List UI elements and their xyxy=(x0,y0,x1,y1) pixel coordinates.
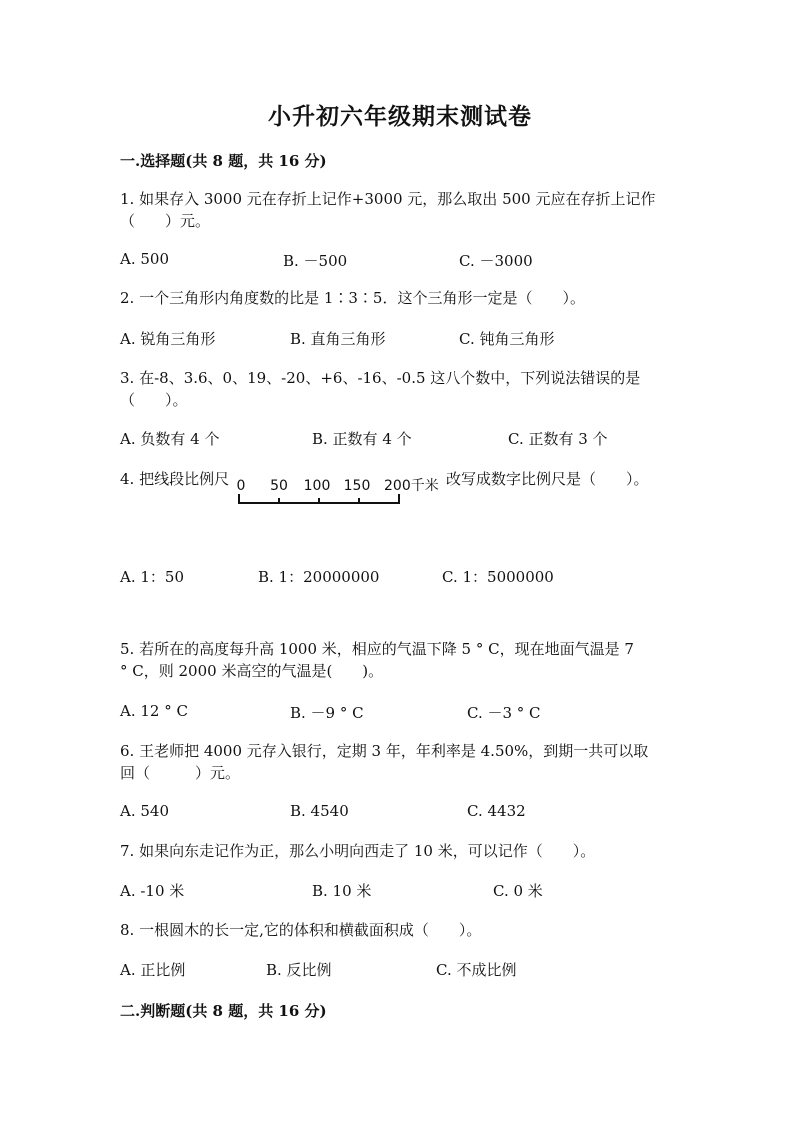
option-b: B. －500 xyxy=(283,252,348,270)
option-b: B. 4540 xyxy=(290,802,349,820)
option-a: A. 540 xyxy=(120,802,169,820)
question-text: 7. 如果向东走记作为正，那么小明向西走了 10 米，可以记作（ ）。 xyxy=(120,842,596,860)
option-a: A. 锐角三角形 xyxy=(120,330,216,348)
question-text: 8. 一根圆木的长一定,它的体积和横截面积成（ ）。 xyxy=(120,921,482,939)
scale-label: 0 xyxy=(236,478,246,494)
question-text: 6. 王老师把 4000 元存入银行，定期 3 年，年利率是 4.50%，到期一共可以取 xyxy=(120,742,649,760)
section-heading-choice: 一.选择题(共 8 题，共 16 分) xyxy=(120,152,327,170)
option-b: B. 正数有 4 个 xyxy=(312,430,412,448)
scale-label: 200千米 xyxy=(384,478,439,494)
option-a: A. 500 xyxy=(120,250,169,268)
option-b: B. －9 ° C xyxy=(290,704,364,722)
scale-label: 150 xyxy=(343,478,371,494)
question-7 xyxy=(120,840,680,862)
option-a: A. -10 米 xyxy=(120,882,185,900)
question-text: 3. 在-8、3.6、0、19、-20、+6、-16、-0.5 这八个数中，下列说法错误的是 xyxy=(120,369,641,387)
option-c: C. 1：5000000 xyxy=(442,568,554,586)
question-2 xyxy=(120,287,680,309)
option-c: C. 不成比例 xyxy=(436,961,517,979)
option-b: B. 1：20000000 xyxy=(258,568,380,586)
scale-label: 50 xyxy=(270,478,288,494)
question-text: （ ）。 xyxy=(120,391,188,409)
option-c: C. －3 ° C xyxy=(467,704,541,722)
question-6 xyxy=(120,740,680,784)
option-a: A. 1：50 xyxy=(120,568,184,586)
option-c: C. 钝角三角形 xyxy=(459,330,555,348)
question-4-text-b: 改写成数字比例尺是（ ）。 xyxy=(446,470,649,488)
option-a: A. 负数有 4 个 xyxy=(120,430,220,448)
option-c: C. －3000 xyxy=(459,252,533,270)
question-8 xyxy=(120,919,680,941)
scale-label: 100 xyxy=(303,478,331,494)
question-3 xyxy=(120,367,680,411)
option-c: C. 0 米 xyxy=(493,882,543,900)
page-title: 小升初六年级期末测试卷 xyxy=(268,103,532,130)
option-b: B. 10 米 xyxy=(312,882,372,900)
question-text: 1. 如果存入 3000 元在存折上记作+3000 元，那么取出 500 元应在存折上记作 xyxy=(120,190,656,208)
line-scale-figure xyxy=(234,470,450,510)
option-b: B. 反比例 xyxy=(266,961,332,979)
option-c: C. 4432 xyxy=(467,802,526,820)
option-a: A. 12 ° C xyxy=(120,702,188,720)
question-text: 5. 若所在的高度每升高 1000 米，相应的气温下降 5 ° C，现在地面气温是 7 xyxy=(120,640,634,658)
question-4-text-a: 4. 把线段比例尺 xyxy=(120,470,230,488)
question-text: ° C，则 2000 米高空的气温是( )。 xyxy=(120,662,384,680)
option-c: C. 正数有 3 个 xyxy=(508,430,608,448)
question-text: 2. 一个三角形内角度数的比是 1∶3∶5．这个三角形一定是（ ）。 xyxy=(120,289,585,307)
section-heading-judgement: 二.判断题(共 8 题，共 16 分) xyxy=(120,1002,327,1020)
option-a: A. 正比例 xyxy=(120,961,186,979)
question-1 xyxy=(120,188,680,232)
question-5 xyxy=(120,638,680,682)
question-text: 回（ ）元。 xyxy=(120,764,241,782)
option-b: B. 直角三角形 xyxy=(290,330,386,348)
question-text: （ ）元。 xyxy=(120,212,211,230)
